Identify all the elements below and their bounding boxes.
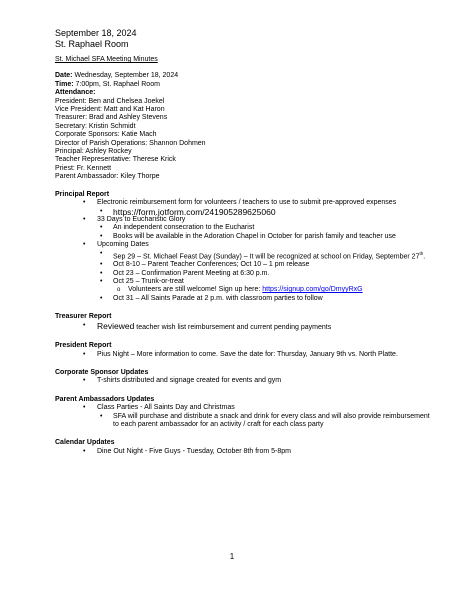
list-item: • Pius Night – More information to come. Save the date for: Thursday, January 9th vs. North Platte.	[55, 351, 435, 359]
list-item: • Oct 25 – Trunk-or-treat	[55, 278, 435, 286]
list-item: • Dine Out Night - Five Guys - Tuesday, October 8th from 5-8pm	[55, 448, 435, 456]
list-item: • Electronic reimbursement form for volunteers / teachers to use to submit pre-approved expenses	[55, 199, 435, 207]
list-item: • Class Parties - All Saints Day and Christmas	[55, 404, 435, 412]
list-item: • Sep 29 – St. Michael Feast Day (Sunday) – It will be recognized at school on Friday, September 27th.	[55, 250, 435, 262]
corporate-sponsor-list	[55, 377, 435, 385]
jotform-link[interactable]: • https://form.jotform.com/241905289625060	[55, 208, 435, 216]
list-item: • An independent consecration to the Eucharist	[55, 224, 435, 232]
treasurer-report-heading: Treasurer Report	[55, 313, 112, 321]
president-report-heading: President Report	[55, 342, 112, 350]
list-item: • 33 Days to Eucharistic Glory	[55, 216, 435, 224]
meeting-date: Date: Wednesday, September 18, 2024	[55, 72, 179, 80]
parent-ambassadors-list	[55, 404, 435, 429]
attendance-row: Corporate Sponsors: Katie Mach	[55, 131, 157, 139]
meeting-time: Time: 7:00pm, St. Raphael Room	[55, 80, 160, 88]
attendance-label: Attendance:	[55, 89, 96, 97]
attendance-row: Treasurer: Brad and Ashley Stevens	[55, 114, 168, 122]
president-report-list	[55, 351, 435, 359]
attendance-row: Principal: Ashley Rockey	[55, 148, 132, 156]
header-location: St. Raphael Room	[55, 38, 129, 49]
list-item-nested	[55, 286, 435, 294]
list-item-nested	[55, 413, 435, 430]
list-item: o Volunteers are still welcome! Sign up here: https://signup.com/go/DmyyRxG	[55, 286, 435, 294]
attendance-row: Parent Ambassador: Kiley Thorpe	[55, 173, 160, 181]
treasurer-report-list	[55, 322, 435, 332]
attendance-row: Teacher Representative: Therese Krick	[55, 156, 176, 164]
list-item: • SFA will purchase and distribute a snack and drink for every class and will also provide reimbursement to each parent ambassador for an activity / craft for each class party	[55, 413, 435, 430]
list-item-nested	[55, 250, 435, 304]
page-number: 1	[229, 552, 235, 561]
calendar-updates-heading: Calendar Updates	[55, 439, 115, 447]
principal-report-list	[55, 199, 435, 303]
parent-ambassadors-heading: Parent Ambassadors Updates	[55, 395, 155, 403]
principal-report-heading: Principal Report	[55, 190, 110, 198]
attendance-row: Director of Parish Operations: Shannon Dohmen	[55, 139, 206, 147]
calendar-updates-list	[55, 448, 435, 456]
document-content	[55, 28, 435, 456]
list-item: • Oct 31 – All Saints Parade at 2 p.m. with classroom parties to follow	[55, 295, 435, 303]
header-date: September 18, 2024	[55, 28, 137, 38]
list-item: • Upcoming Dates	[55, 241, 435, 249]
list-item: • Reviewed teacher wish list reimbursement and current pending payments	[55, 322, 435, 332]
attendance-row: President: Ben and Chelsea Joekel	[55, 97, 165, 105]
list-item: • Books will be available in the Adoration Chapel in October for parish family and teacher use	[55, 233, 435, 241]
list-item: • T-shirts distributed and signage created for events and gym	[55, 377, 435, 385]
attendance-row: Vice President: Matt and Kat Haron	[55, 106, 165, 114]
corporate-sponsor-heading: Corporate Sponsor Updates	[55, 368, 149, 376]
list-item: • Oct 23 – Confirmation Parent Meeting at 6:30 p.m.	[55, 270, 435, 278]
signup-link[interactable]: https://signup.com/go/DmyyRxG	[262, 286, 363, 294]
list-item-nested	[55, 224, 435, 241]
list-item: • Oct 8-10 – Parent Teacher Conferences; Oct 10 – 1 pm release	[55, 261, 435, 269]
attendance-row: Priest: Fr. Kennett	[55, 164, 112, 172]
attendance-list	[55, 98, 435, 182]
list-item-nested	[55, 208, 435, 216]
attendance-row: Secretary: Kristin Schmidt	[55, 122, 136, 130]
document-title: St. Michael SFA Meeting Minutes	[55, 56, 158, 63]
